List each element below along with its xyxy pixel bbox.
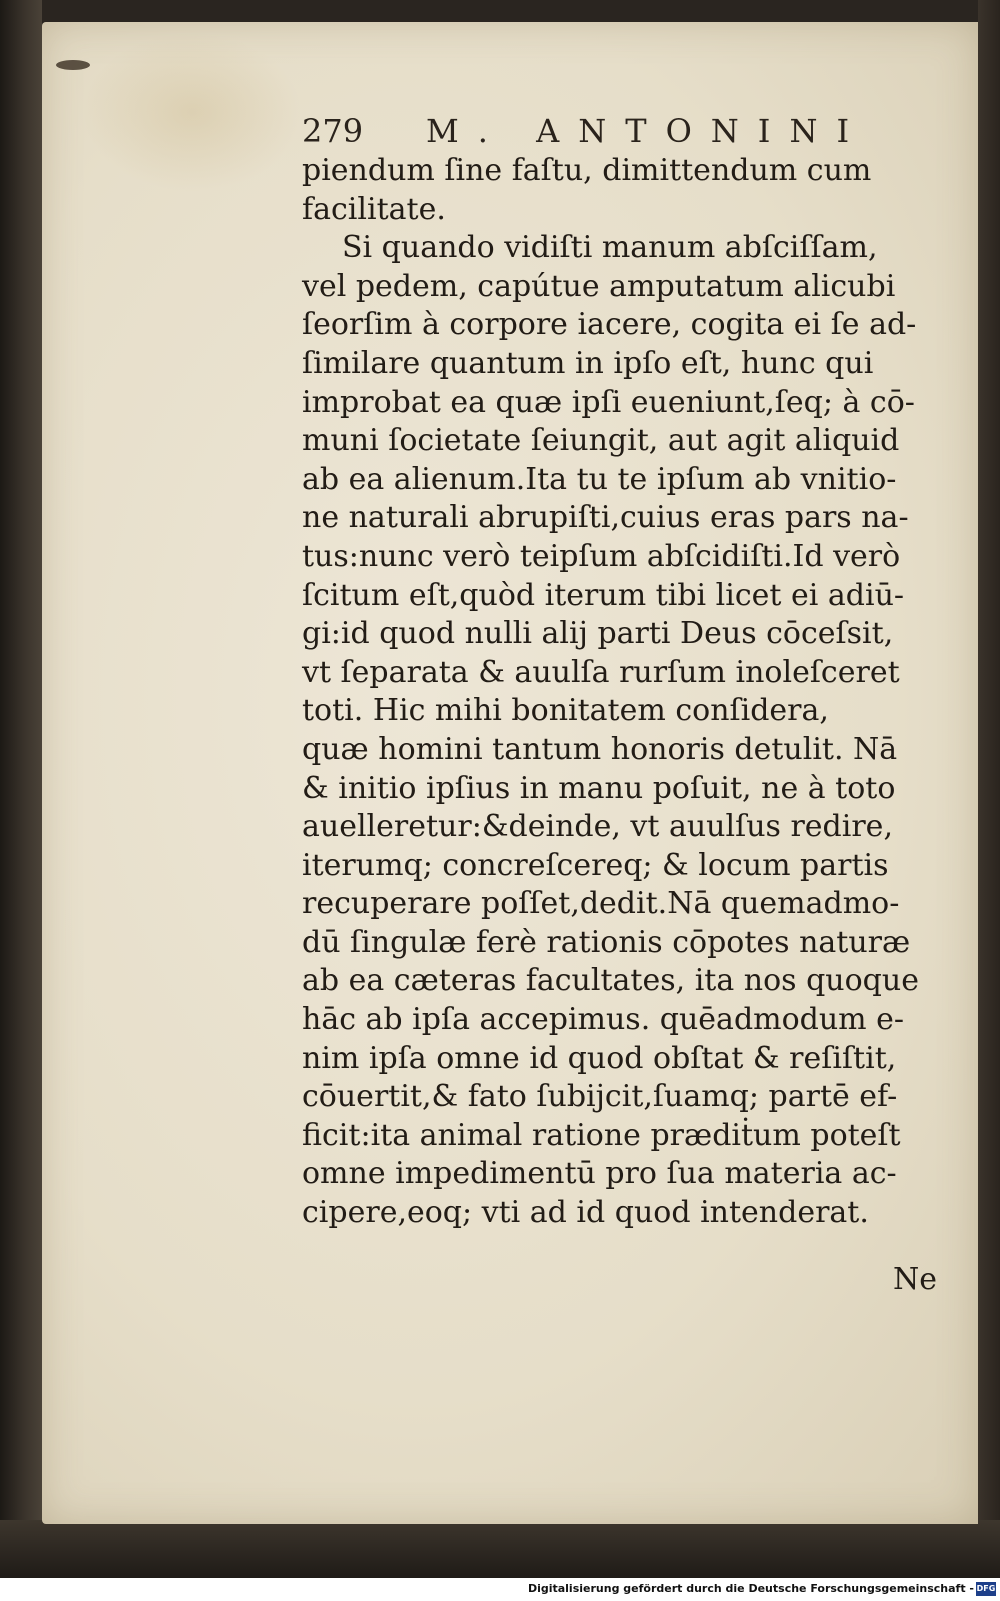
digitization-footer [0, 1578, 1000, 1601]
text-line: piendum ſine faſtu, dimittendum cum [302, 153, 872, 188]
text-line: toti. Hic mihi bonitatem conſidera, [302, 693, 829, 729]
text-line: & initio ipſius in manu poſuit, ne à toto [302, 770, 896, 806]
text-line: ſcitum eſt,quòd iterum tibi licet ei adiū- [302, 577, 905, 613]
binding-edge-right [978, 0, 1000, 1578]
paper-stain [82, 32, 302, 192]
text-line: ficit:ita animal ratione prædiṫum poteſt [302, 1117, 901, 1153]
text-line: ne naturali abrupiſti,cuius eras pars na- [302, 500, 909, 536]
running-head: M. ANTONINI [426, 112, 869, 150]
text-line: ſimilare quantum in ipſo eſt, hunc qui [302, 345, 874, 381]
text-line: cipere,eoq; vti ad id quod intenderat. [302, 1195, 869, 1231]
ink-blot [56, 60, 90, 70]
text-line: vt ſeparata & auulſa rurſum inoleſceret [302, 654, 900, 690]
dfg-logo: DFG [976, 1582, 996, 1596]
text-line: dū ſingulæ ferè rationis cōpotes naturæ [302, 924, 911, 960]
page-number: 279 [302, 112, 364, 150]
text-line: muni ſocietate ſeiungit, aut agit aliquid [302, 423, 900, 459]
text-line: improbat ea quæ ipſi eueniunt,ſeq; à cō- [302, 384, 915, 420]
text-line: Si quando vidiſti manum abſciſſam, [342, 230, 878, 266]
text-line: nim ipſa omne id quod obſtat & reſiſtit, [302, 1040, 897, 1076]
catchword: Ne [893, 1262, 938, 1297]
text-line: recuperare poſſet,dedit.Nā quemadmo- [302, 886, 900, 922]
text-line: hāc ab ipſa accepimus. quēadmodum e- [302, 1002, 905, 1038]
text-line: tus:nunc verò teipſum abſcidiſti.Id verò [302, 538, 901, 574]
funding-credit: Digitalisierung gefördert durch die Deutsche Forschungsgemeinschaft - [527, 1582, 974, 1595]
text-line: ab ea alienum.Ita tu te ipſum ab vnitio- [302, 461, 897, 497]
text-line: iterumq; concreſcereq; & locum partis [302, 847, 889, 883]
text-line: ſeorſim à corpore iacere, cogita ei ſe ad- [302, 307, 917, 343]
text-line: auelleretur:&deinde, vt auulſus redire, [302, 809, 893, 845]
text-line: gi:id quod nulli alij parti Deus cōceſsit, [302, 616, 894, 652]
text-line: omne impedimentū pro ſua materia ac- [302, 1156, 897, 1192]
binding-edge-left [0, 0, 42, 1578]
text-line: ab ea cæteras facultates, ita nos quoque [302, 963, 919, 999]
text-line: facilitate. [302, 191, 446, 227]
text-line: cōuertit,& fato ſubijcit,ſuamq; partē ef- [302, 1079, 898, 1115]
body-text [302, 152, 942, 1233]
binding-edge-bottom [0, 1520, 1000, 1578]
text-line: quæ homini tantum honoris detulit. Nā [302, 731, 898, 767]
text-line: vel pedem, capútue amputatum alicubi [302, 268, 896, 304]
